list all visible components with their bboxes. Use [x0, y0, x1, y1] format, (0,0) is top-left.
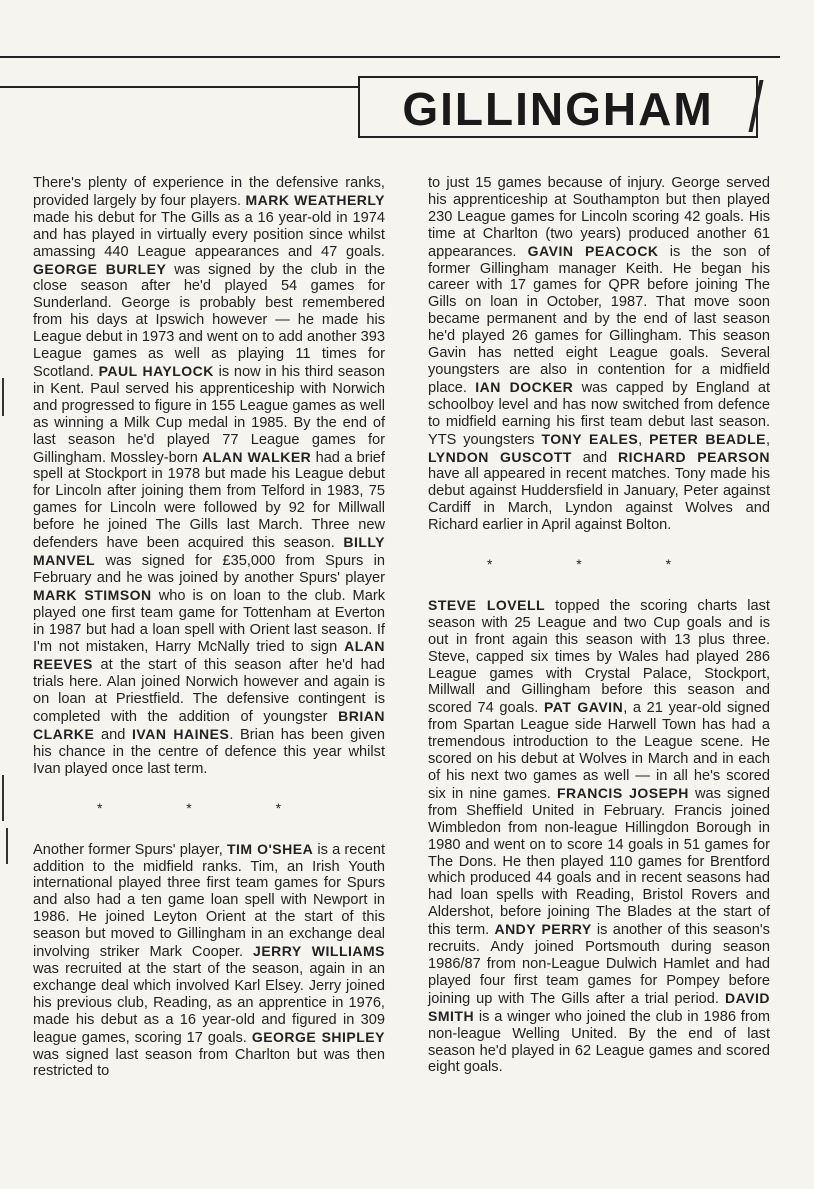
player-name: ANDY PERRY — [494, 921, 592, 938]
margin-mark — [2, 378, 4, 416]
player-name: MARK STIMSON — [33, 586, 152, 603]
player-name: BRIAN CLARKE — [33, 708, 385, 742]
player-name: FRANCIS JOSEPH — [556, 784, 689, 801]
player-name: JERRY WILLIAMS — [253, 943, 385, 960]
margin-mark — [2, 775, 4, 821]
article-paragraph: STEVE LOVELL topped the scoring charts last season with 25 League and two Cup goals and is out in front again this season with 13 plus three. Steve, capped six times by Wales had played 286 League games with Crystal Palace, Stockport, Millwall and Gillingham before this season and scored 74 goals. PAT GAVIN, a 21 year-old signed from Spartan League side Harwell Town has had a tremendous introduction to the League scene. He scored on his debut at Wolves in March and in each of his next two games as well — in all he's scored six in nine games. FRANCIS JOSEPH was signed from Sheffield United in February. Francis joined Wimbledon from non-league Hillingdon Borough in 1980 and went on to score 14 goals in 51 games for The Dons. He then played 110 games for Brentford which produced 44 goals and in recent seasons had had loan spells with Reading, Bristol Rovers and Aldershot, before joining The Blades at the start of this term. ANDY PERRY is another of this season's recruits. Andy joined Portsmouth during season 1986/87 from non-League Dulwich Hamlet and had played four first team games for Pompey before joining up with The Gills after a trial period. DAVID SMITH is a winger who joined the club in 1986 from non-league Welling United. By the end of last season he'd played in 62 League games and scored eight goals. — [428, 596, 770, 1076]
left-column — [33, 175, 385, 1080]
player-name: GAVIN PEACOCK — [527, 242, 659, 259]
player-name: ALAN REEVES — [33, 638, 385, 673]
player-name: DAVID SMITH — [428, 989, 770, 1024]
article-paragraph: There's plenty of experience in the defensive ranks, provided largely by four players. MARK WEATHERLY made his debut for The Gills as a 16 year-old in 1974 and has played in virtually every position since whilst amassing 440 League appearances and 47 goals. GEORGE BURLEY was signed by the club in the close season after he'd played 54 games for Sunderland. George is probably best remembered from his days at Ipswich however — he made his League debut in 1973 and went on to add another 393 League games as well as playing 11 times for Scotland. PAUL HAYLOCK is now in his third season in Kent. Paul served his apprenticeship with Norwich and progressed to figure in 155 League games as well as winning a Milk Cup medal in 1985. By the end of last season he'd played 77 League games for Gillingham. Mossley-born ALAN WALKER had a brief spell at Stockport in 1978 but made his League debut for Lincoln after joining them from Telford in 1983, 75 games for Lincoln were followed by 92 for Millwall before he joined The Gills last March. Three new defenders have been acquired this season. BILLY MANVEL was signed for £35,000 from Spurs in February and he was joined by another Spurs' player MARK STIMSON who is on loan to the club. Mark played one first team game for Tottenham at Everton in 1987 but had a loan spell with Orient last season. If I'm not mistaken, Harry McNally tried to sign ALAN REEVES at the start of this season after he'd had trials here. Alan joined Norwich however and again is on loan at Priestfield. The defensive contingent is completed with the addition of youngster BRIAN CLARKE and IVAN HAINES. Brian has been given his chance in the centre of defence this year whilst Ivan played once last term. — [33, 175, 385, 777]
right-column — [428, 175, 770, 1076]
player-name: PAT GAVIN — [543, 699, 624, 716]
player-name: PAUL HAYLOCK — [98, 362, 214, 379]
player-name: TONY EALES — [541, 430, 639, 447]
player-name: PETER BEADLE — [649, 430, 766, 447]
player-name: RICHARD PEARSON — [618, 448, 770, 465]
player-name: STEVE LOVELL — [428, 596, 546, 613]
player-name: ALAN WALKER — [202, 448, 312, 465]
article-paragraph: to just 15 games because of injury. George served his apprenticeship at Southampton but then played 230 League games for Lincoln scoring 42 goals. His time at Charlton (two years) produced another 61 appearances. GAVIN PEACOCK is the son of former Gillingham manager Keith. He began his career with 17 games for QPR before joining The Gills on loan in October, 1987. That move soon became permanent and by the end of last season he'd played 26 games for Gillingham. This season Gavin has netted eight League goals. Several youngsters are also in contention for a midfield place. IAN DOCKER was capped by England at schoolboy level and has now switched from defence to midfield earning his first team debut last season. YTS youngsters TONY EALES, PETER BEADLE, LYNDON GUSCOTT and RICHARD PEARSON have all appeared in recent matches. Tony made his debut against Huddersfield in January, Peter against Cardiff in March, Lyndon against Wolves and Richard earlier in April against Bolton. — [428, 175, 771, 534]
page-title: GILLINGHAM — [402, 83, 714, 135]
player-name: GEORGE BURLEY — [33, 260, 167, 277]
player-name: GEORGE SHIPLEY — [251, 1028, 385, 1045]
title-box — [358, 76, 758, 138]
player-name: TIM O'SHEA — [226, 840, 314, 857]
section-divider-stars: * * * — [96, 799, 322, 816]
margin-mark — [6, 828, 8, 864]
section-divider-stars: * * * — [486, 556, 712, 573]
player-name: BILLY MANVEL — [33, 534, 385, 568]
player-name: IVAN HAINES — [132, 726, 230, 742]
article-paragraph: Another former Spurs' player, TIM O'SHEA is a recent addition to the midfield ranks. Tim, an Irish Youth international played three first team games for Spurs and also had a ten game loan spell with Newport in 1986. He joined Leyton Orient at the start of this season but moved to Gillingham in an exchange deal involving striker Mark Cooper. JERRY WILLIAMS was recruited at the start of the season, again in an exchange deal which involved Karl Elsey. Jerry joined his previous club, Reading, as an apprentice in 1976, made his debut as a 16 year-old and figured in 309 league games, scoring 17 goals. GEORGE SHIPLEY was signed last season from Charlton but was then restricted to — [33, 840, 385, 1080]
header-rule — [0, 86, 360, 88]
player-name: IAN DOCKER — [475, 378, 574, 395]
player-name: MARK WEATHERLY — [245, 191, 385, 208]
top-rule — [0, 56, 780, 58]
player-name: LYNDON GUSCOTT — [428, 448, 572, 465]
